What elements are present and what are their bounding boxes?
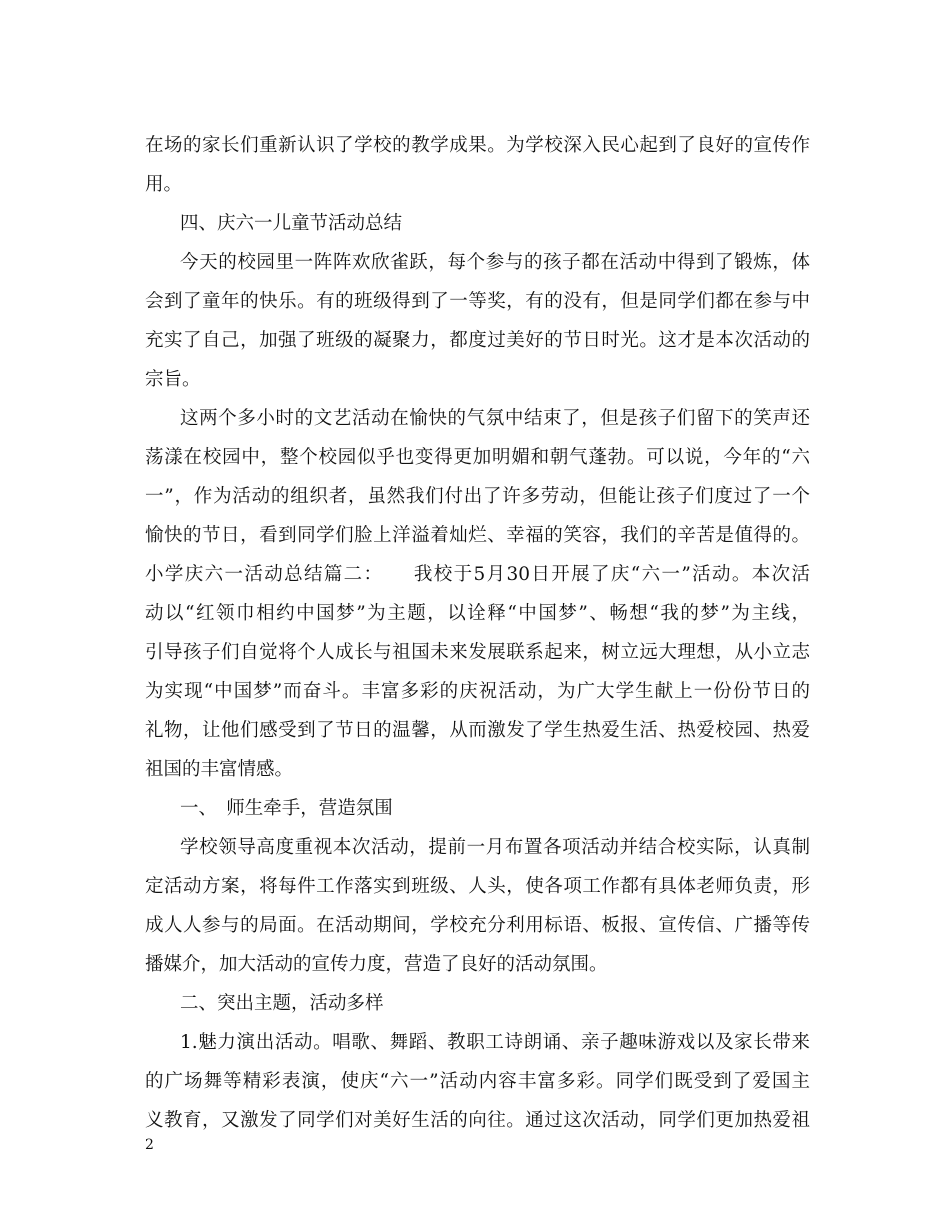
text-line: 祖国的丰富情感。	[145, 759, 294, 780]
text-line: 1.魅力演出活动。唱歌、舞蹈、教职工诗朗诵、亲子趣味游戏以及家长带来	[180, 1032, 810, 1053]
text-line: 今天的校园里一阵阵欢欣雀跃，每个参与的孩子都在活动中得到了锻炼，体	[180, 252, 810, 273]
text-line: 愉快的节日，看到同学们脸上洋溢着灿烂、幸福的笑容，我们的辛苦是值得的。	[145, 525, 810, 546]
text-line: 成人人参与的局面。在活动期间，学校充分利用标语、板报、宣传信、广播等传	[145, 915, 810, 936]
text-line: 礼物，让他们感受到了节日的温馨，从而激发了学生热爱生活、热爱校园、热爱	[145, 720, 810, 741]
text-line: 小学庆六一活动总结篇二： 我校于5月30日开展了庆“六一”活动。本次活	[145, 564, 810, 585]
text-line: 学校领导高度重视本次活动，提前一月布置各项活动并结合校实际，认真制	[180, 837, 810, 858]
text-line: 定活动方案，将每件工作落实到班级、人头，使各项工作都有具体老师负责，形	[145, 876, 810, 897]
text-line: 引导孩子们自觉将个人成长与祖国未来发展联系起来，树立远大理想，从小立志	[145, 642, 810, 663]
text-line: 荡漾在校园中，整个校园似乎也变得更加明媚和朝气蓬勃。可以说，今年的“六	[145, 447, 810, 468]
document-body	[145, 126, 810, 1140]
text-line: 充实了自己，加强了班级的凝聚力，都度过美好的节日时光。这才是本次活动的	[145, 330, 810, 351]
page-number: 2	[145, 1137, 154, 1153]
text-line: 为实现“中国梦”而奋斗。丰富多彩的庆祝活动，为广大学生献上一份份节日的	[145, 681, 810, 702]
text-line: 一”，作为活动的组织者，虽然我们付出了许多劳动，但能让孩子们度过了一个	[145, 486, 810, 507]
section-heading: 四、庆六一儿童节活动总结	[180, 213, 403, 234]
text-line: 动以“红领巾相约中国梦”为主题，以诠释“中国梦”、畅想“我的梦”为主线，	[145, 603, 810, 624]
text-line: 在场的家长们重新认识了学校的教学成果。为学校深入民心起到了良好的宣传作	[145, 135, 810, 156]
section-heading: 二、突出主题，活动多样	[180, 993, 384, 1014]
section-heading: 一、 师生牵手，营造氛围	[180, 798, 393, 819]
text-line: 这两个多小时的文艺活动在愉快的气氛中结束了，但是孩子们留下的笑声还	[180, 408, 810, 429]
text-line: 义教育，又激发了同学们对美好生活的向往。通过这次活动，同学们更加热爱祖	[145, 1110, 810, 1131]
text-line: 播媒介，加大活动的宣传力度，营造了良好的活动氛围。	[145, 954, 608, 975]
text-line: 宗旨。	[145, 369, 201, 390]
text-line: 的广场舞等精彩表演，使庆“六一”活动内容丰富多彩。同学们既受到了爱国主	[145, 1071, 810, 1092]
text-line: 用。	[145, 174, 183, 195]
text-line: 会到了童年的快乐。有的班级得到了一等奖，有的没有，但是同学们都在参与中	[145, 291, 810, 312]
